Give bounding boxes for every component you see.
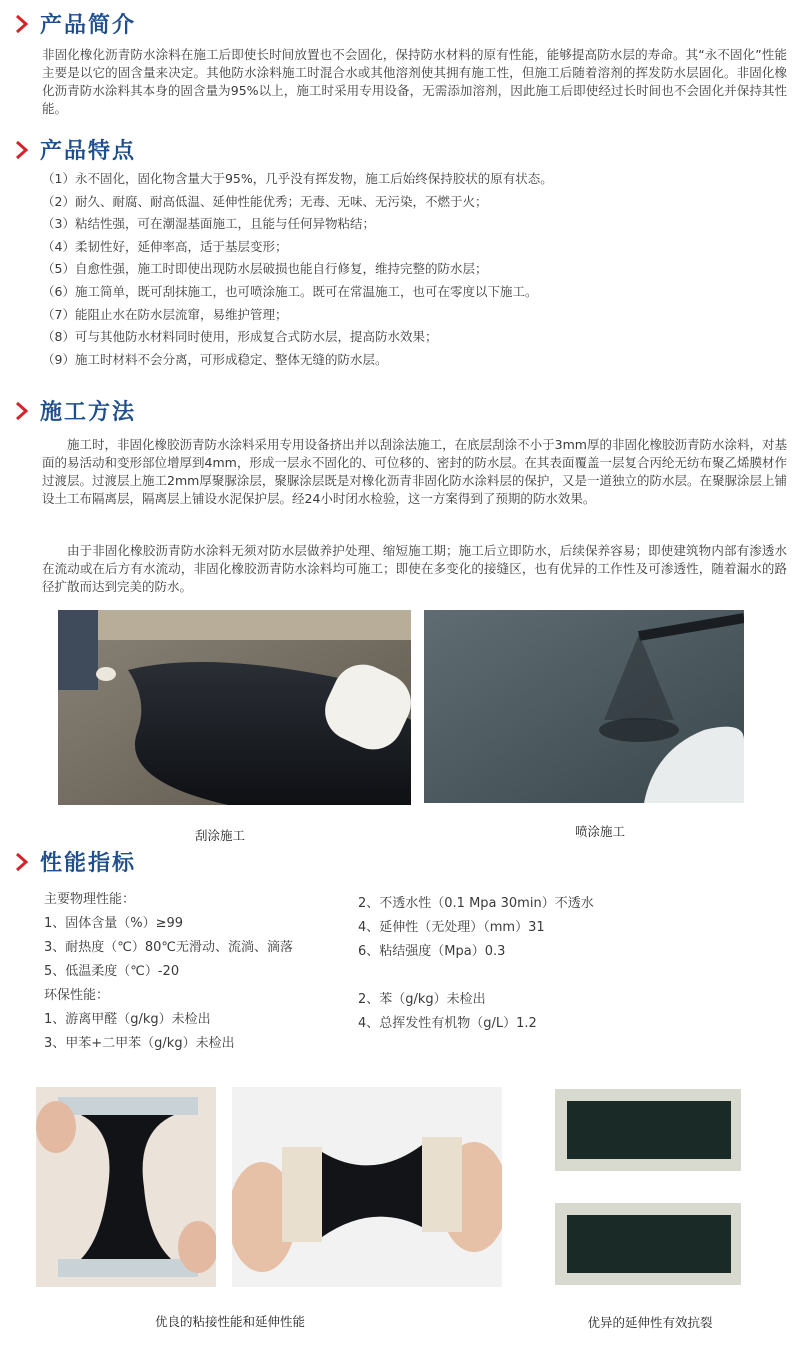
list-item: （1）永不固化，固化物含量大于95%，几乎没有挥发物，施工后始终保持胶状的原有状态。 (42, 171, 553, 186)
spec-item: 5、低温柔度（℃）-20 (44, 964, 180, 979)
list-item: （8）可与其他防水材料同时使用，形成复合式防水层，提高防水效果； (42, 329, 438, 345)
spec-item: 4、延伸性（无处理）（mm）31 (358, 920, 545, 935)
chevron-right-icon (12, 139, 34, 161)
section-title: 施工方法 (40, 400, 137, 425)
intro-paragraph: 非固化橡化沥青防水涂料在施工后即使长时间放置也不会固化，保持防水材料的原有性能，能够提高防水层的寿命。其“永不固化”性能主要是以它的固含量来决定。其他防水涂料施工时混合水或其他溶剂使其拥有施工性，但施工后随着溶剂的挥发防水层固化。非固化橡化沥青防水涂料其本身的固含量为95%以上，施工时采用专用设备，无需添加溶剂，因此施工后即使经过长时间也不会固化并保持其性能。 (42, 47, 787, 116)
list-item: （5）自愈性强，施工时即使出现防水层破损也能自行修复，维持完整的防水层； (42, 261, 488, 277)
section-header-method (12, 395, 136, 426)
list-item: （4）柔韧性好，延伸率高，适于基层变形； (42, 238, 288, 254)
list-item: （3）粘结性强，可在潮湿基面施工，且能与任何异物粘结； (42, 216, 375, 232)
photo-adhesion-stretch (36, 1087, 216, 1287)
caption-scraping: 刮涂施工 (194, 828, 245, 843)
section-header-intro (12, 8, 136, 39)
caption-adhesion: 优良的粘接性能和延伸性能 (154, 1314, 305, 1329)
env-properties-label: 环保性能： (44, 988, 110, 1003)
spec-item: 3、甲苯+二甲苯（g/kg）未检出 (44, 1036, 235, 1051)
list-item: （7）能阻止水在防水层流窜，易维护管理； (42, 306, 288, 322)
spec-item: 1、固体含量（%）≥99 (44, 916, 184, 931)
photo-elongation-blocks (232, 1087, 502, 1287)
section-title: 性能指标 (40, 851, 137, 876)
caption-spraying: 喷涂施工 (574, 824, 625, 839)
spec-item: 2、苯（g/kg）未检出 (358, 992, 486, 1007)
section-title: 产品特点 (40, 139, 137, 164)
spec-item: 1、游离甲醛（g/kg）未检出 (44, 1012, 211, 1027)
section-header-features (12, 134, 136, 165)
method-paragraph-2: 由于非固化橡胶沥青防水涂料无须对防水层做养护处理、缩短施工期；施工后立即防水，后续保养容易；即使建筑物内部有渗透水在流动或在后方有水流动，非固化橡胶沥青防水涂料均可施工；即使在多变化的接缝区，也有优异的工作性及可渗透性，随着漏水的路径扩散而达到完美的防水。 (42, 543, 787, 594)
physical-properties-label: 主要物理性能： (44, 892, 136, 907)
section-title: 产品简介 (40, 13, 137, 38)
chevron-right-icon (12, 13, 34, 35)
spec-item: 4、总挥发性有机物（g/L）1.2 (358, 1016, 537, 1031)
spec-item: 6、粘结强度（Mpa）0.3 (358, 944, 506, 959)
photo-scraping (58, 610, 411, 805)
feature-list (42, 168, 553, 371)
photo-spraying (424, 610, 744, 803)
section-header-specs (12, 846, 136, 877)
chevron-right-icon (12, 851, 34, 873)
caption-crack-resistance: 优异的延伸性有效抗裂 (587, 1315, 713, 1330)
spec-item: 3、耐热度（℃）80℃无滑动、流淌、滴落 (44, 940, 294, 955)
method-paragraph-1: 施工时，非固化橡胶沥青防水涂料采用专用设备挤出并以刮涂法施工，在底层刮涂不小于3mm厚的非固化橡胶沥青防水涂料，对基面的易活动和变形部位增厚到4mm，形成一层永不固化的、可位移的、密封的防水层。在其表面覆盖一层复合丙纶无纺布聚乙烯膜材作过渡层。过渡层上施工2mm厚聚脲涂层，聚脲涂层既是对橡化沥青非固化防水涂料层的保护，又是一道独立的防水层。在聚脲涂层上铺设土工布隔离层，隔离层上铺设水泥保护层。经24小时闭水检验，这一方案得到了预期的防水效果。 (42, 437, 787, 506)
spec-item: 2、不透水性（0.1 Mpa 30min）不透水 (358, 896, 594, 911)
list-item: （9）施工时材料不会分离，可形成稳定、整体无缝的防水层。 (42, 351, 388, 367)
chevron-right-icon (12, 400, 34, 422)
list-item: （2）耐久、耐腐、耐高低温、延伸性能优秀；无毒、无味、无污染，不燃于火； (42, 193, 488, 209)
list-item: （6）施工简单，既可刮抹施工，也可喷涂施工。既可在常温施工，也可在零度以下施工。 (42, 283, 538, 299)
photo-crack-resistance (553, 1087, 743, 1287)
